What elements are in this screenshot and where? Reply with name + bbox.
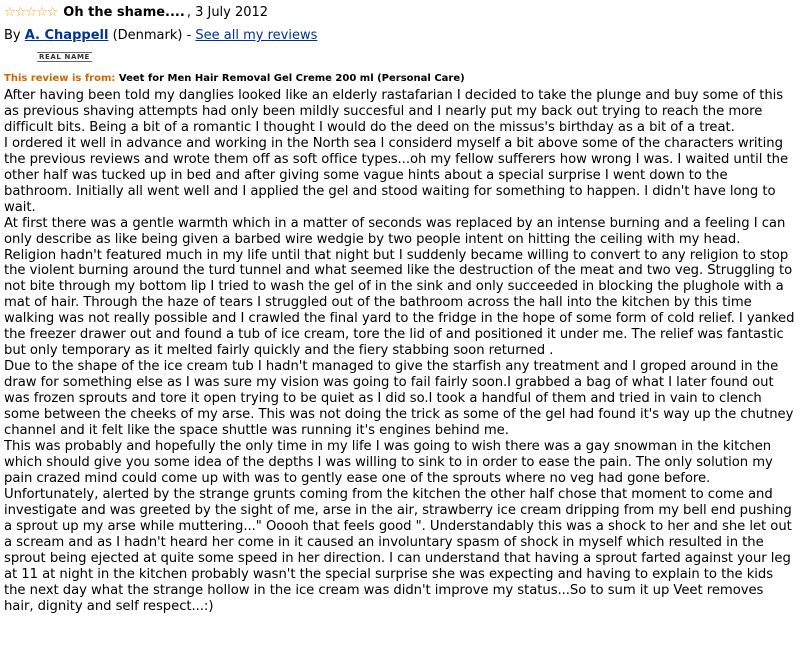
review-paragraph: I ordered it well in advance and working in the North sea I considerd myself a bit above some of the characters writing the previous reviews and wrote them off as soft office types...oh my fellow sufferers how wrong I was. I waited until the other half was tucked up in bed and after giving some vague hints about a special surprise I went down to the bathroom. Initially all went well and I applied the gel and stood waiting for something to happen. I didn't have long to wait. (4, 135, 789, 215)
see-all-reviews-link[interactable]: See all my reviews (195, 28, 318, 43)
star-icon: ☆ (25, 4, 37, 20)
review-paragraph: After having been told my danglies looked like an elderly rastafarian I decided to take the plunge and buy some of this as previous shaving attempts had only been mildly succesful and I nearly put my back out trying to reach the more difficult bits. Being a bit of a romantic I thought I would do the deed on the missus's birthday as a bit of a treat. (4, 88, 784, 135)
review-date: , 3 July 2012 (186, 4, 269, 20)
review-paragraph: This was probably and hopefully the only time in my life I was going to wish there was a gay snowman in the kitchen which should give you some idea of the depths I was willing to sink to in order to ease the pain. The only solution my pain crazed mind could come up with was to gently ease one of the sprouts where no veg had gone before. (4, 438, 773, 486)
star-icon: ☆ (14, 4, 27, 20)
product-name: Veet for Men Hair Removal Gel Creme 200 ml (Personal Care) (118, 73, 465, 84)
from-label: This review is from: (4, 73, 119, 84)
by-label: By (4, 28, 25, 43)
author-line (4, 28, 796, 44)
star-icon: ☆ (46, 4, 59, 20)
star-icon: ☆ (35, 4, 48, 20)
review-paragraph: At first there was a gentle warmth which in a matter of seconds was replaced by an intense burning and a feeling I can only describe as like being given a barbed wire wedgie by two people intent on hitting the ceiling with my head. Religion hadn't featured much in my life until that night but I suddenly became willing to convert to any religion to stop the violent burning around the turd tunnel and what seemed like the destruction of the meat and two veg. Struggling to not bite through my bottom lip I tried to wash the gel of in the sink and only succeeded in blocking the plughole with a mat of hair. Through the haze of tears I struggled out of the bathroom across the hall into the kitchen by this time walking was not really possible and I crawled the final yard to the fridge in the hope of some form of cold relief. I yanked the freezer drawer out and found a tub of ice cream, tore the lid of and positioned it under me. The relief was fantastic but only temporary as it melted fairly quickly and the fiery stabbing soon returned . (4, 215, 795, 359)
star-icon: ☆ (4, 4, 16, 20)
review-source (4, 73, 796, 84)
review-body (4, 88, 796, 614)
star-rating (4, 6, 57, 19)
author-link[interactable]: A. Chappell (24, 28, 109, 43)
review-paragraph: Unfortunately, alerted by the strange grunts coming from the kitchen the other half chose that moment to come and investigate and was greeted by the sight of me, arse in the air, strawberry ice cream dripping from my bell end pushing a sprout up my arse while muttering..." Ooooh that feels good ". Understandably this was a shock to her and she let out a scream and as I hadn't heard her come in it caused an involuntary spasm of shock in myself which resulted in the sprout being ejected at quite some speed in her direction. I can understand that having a sprout farted against your leg at 11 at night in the kitchen probably wasn't the special surprise she was expecting and having to explain to the kids the next day what the strange hollow in the ice cream was didn't improve my status...So to sum it up Veet removes hair, dignity and self respect...:) (4, 486, 792, 614)
review-title: Oh the shame.... (63, 4, 185, 20)
real-name-badge[interactable]: REAL NAME (39, 53, 90, 61)
review-paragraph: Due to the shape of the ice cream tub I hadn't managed to give the starfish any treatment and I groped around in the draw for something else as I was sure my vision was going to fail fairly soon.I grabbed a bag of what I later found out was frozen sprouts and tore it open trying to be quiet as I did so.I took a handful of them and tried in vain to clench some between the cheeks of my arse. This was not doing the trick as some of the gel had found it's way up the chutney channel and it felt like the space shuttle was running it's engines behind me. (4, 359, 794, 439)
review-header (4, 3, 796, 21)
author-location: (Denmark) - (108, 28, 196, 43)
